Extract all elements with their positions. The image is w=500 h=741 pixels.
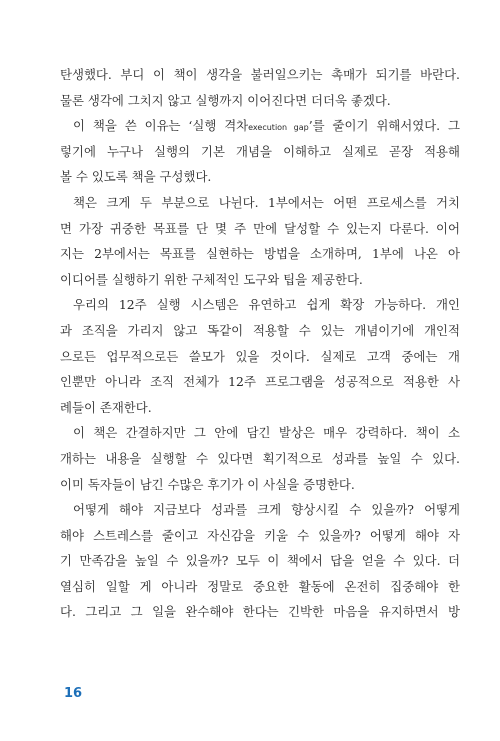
text-line: 면 가장 귀중한 목표를 단 몇 주 만에 달성할 수 있는지 다룬다. 이어 xyxy=(60,220,460,236)
text-line: 해야 스트레스를 줄이고 자신감을 키울 수 있을까? 어떻게 해야 자 xyxy=(60,527,460,543)
paragraph xyxy=(60,113,460,190)
text-line: 인뿐만 아니라 조직 전체가 12주 프로그램을 성공적으로 적용한 사 xyxy=(60,374,460,390)
text-line: 다. 그리고 그 일을 완수해야 한다는 긴박한 마음을 유지하면서 방 xyxy=(60,604,460,620)
text-line: 과 조직을 가리지 않고 똑같이 적용할 수 있는 개념이기에 개인적 xyxy=(60,322,460,338)
paragraph xyxy=(60,292,460,420)
text-line: 탄생했다. 부디 이 책이 생각을 불러일으키는 촉매가 되기를 바란다. xyxy=(60,67,460,82)
text-line: 개하는 내용을 실행할 수 있다면 획기적으로 성과를 높일 수 있다. xyxy=(60,450,460,466)
text-line: 볼 수 있도록 책을 구성했다. xyxy=(60,169,212,185)
text-line: 어떻게 해야 지금보다 성과를 크게 향상시킬 수 있을까? 어떻게 xyxy=(73,502,460,518)
english-term: execution gap xyxy=(248,123,309,133)
text-line: 으로든 업무적으로든 쓸모가 있을 것이다. 실제로 고객 중에는 개 xyxy=(60,348,460,364)
paragraph xyxy=(60,420,460,497)
text-line: 례들이 존재한다. xyxy=(60,399,152,415)
text-line xyxy=(60,113,460,139)
text-line: 렇기에 누구나 실행의 기본 개념을 이해하고 실제로 곧장 적용해 xyxy=(60,143,460,159)
text-line: 이 책은 간결하지만 그 안에 담긴 발상은 매우 강력하다. 책이 소 xyxy=(73,425,460,441)
page-number: 16 xyxy=(64,686,83,701)
text-line: 지는 2부에서는 목표를 실현하는 방법을 소개하며, 1부에 나온 아 xyxy=(60,246,460,262)
body-text xyxy=(60,62,460,625)
text-segment: ’를 줄이기 위해서였다. 그 xyxy=(308,118,460,134)
paragraph xyxy=(60,497,460,625)
text-line: 우리의 12주 실행 시스템은 유연하고 쉽게 확장 가능하다. 개인 xyxy=(73,297,460,313)
text-line: 책은 크게 두 부분으로 나뉜다. 1부에서는 어떤 프로세스를 거치 xyxy=(73,194,460,210)
text-line: 이디어를 실행하기 위한 구체적인 도구와 팁을 제공한다. xyxy=(60,271,363,287)
paragraph xyxy=(60,62,460,113)
text-line: 기 만족감을 높일 수 있을까? 모두 이 책에서 답을 얻을 수 있다. 더 xyxy=(60,553,460,569)
text-segment: 이 책을 쓴 이유는 ‘실행 격차 xyxy=(73,118,249,134)
text-line: 이미 독자들이 남긴 수많은 후기가 이 사실을 증명한다. xyxy=(60,476,355,492)
paragraph xyxy=(60,190,460,292)
text-line: 열심히 일할 게 아니라 정말로 중요한 활동에 온전히 집중해야 한 xyxy=(60,578,460,594)
text-line: 물론 생각에 그치지 않고 실행까지 이어진다면 더더욱 좋겠다. xyxy=(60,92,391,108)
